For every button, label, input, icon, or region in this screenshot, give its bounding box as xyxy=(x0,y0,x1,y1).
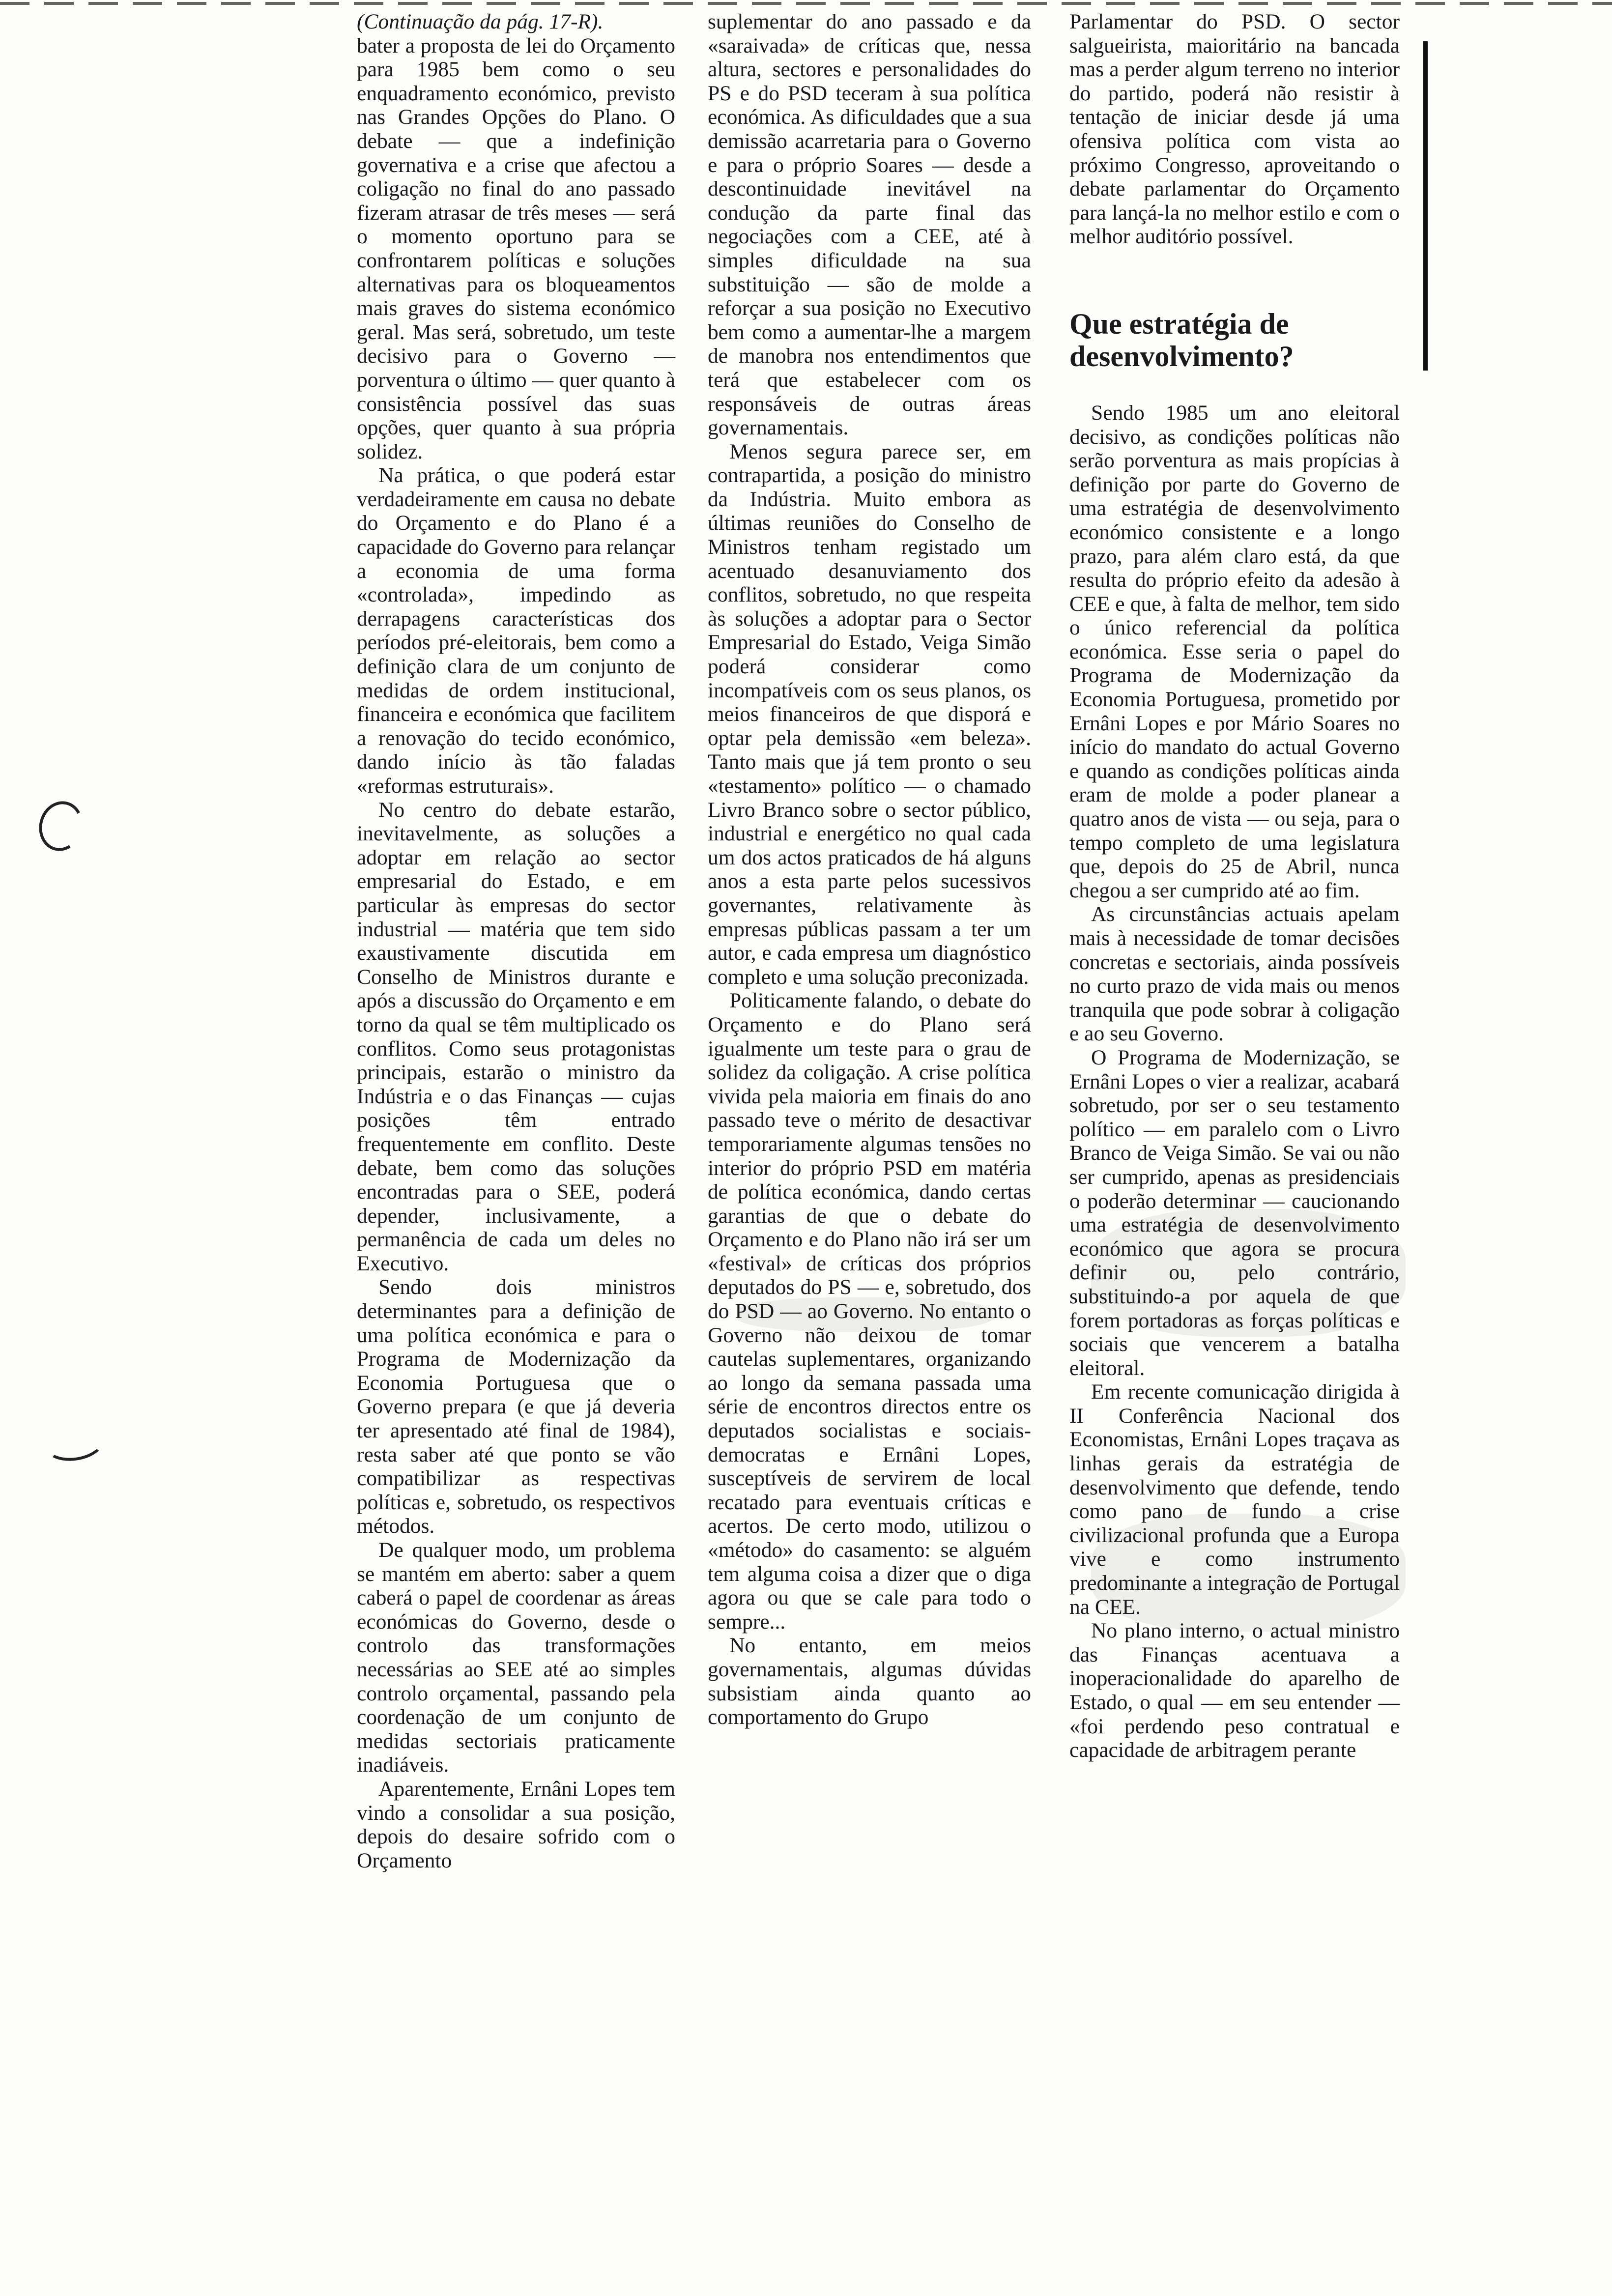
paragraph: Aparentemente, Ernâni Lopes tem vindo a consolidar a sua posição, depois do desaire sofrido com o Orçamento xyxy=(357,1777,675,1872)
paragraph: Sendo dois ministros determinantes para a definição de uma política económica e para o Programa de Modernização da Economia Portuguesa que o Governo prepara (e que já deveria ter apresentado até final de 1984), resta saber até que ponto se vão compatibilizar as respectivas políticas e, sobretudo, os respectivos métodos. xyxy=(357,1275,675,1538)
paragraph: suplementar do ano passado e da «saraivada» de críticas que, nessa altura, sectores e personalidades do PS e do PSD teceram à sua política económica. As dificuldades que a sua demissão acarretaria para o Governo e para o próprio Soares — desde a descontinuidade inevitável na condução da parte final das negociações com a CEE, até à simples dificuldade na sua substituição — são de molde a reforçar a sua posição no Executivo bem como a aumentar-lhe a margem de manobra nos entendimentos que terá que estabelecer com os responsáveis de outras áreas governamentais. xyxy=(708,10,1031,440)
paragraph: bater a proposta de lei do Orçamento para 1985 bem como o seu enquadramento económico, previsto nas Grandes Opções do Plano. O debate — que a indefinição governativa e a crise que afectou a coligação no final do ano passado fizeram atrasar de três meses — será o momento oportuno para se confrontarem políticas e soluções alternativas para os bloqueamentos mais graves do sistema económico geral. Mas será, sobretudo, um teste decisivo para o Governo — porventura o último — quer quanto à consistência possível das suas opções, quer quanto à sua própria solidez. xyxy=(357,33,675,463)
margin-mark xyxy=(33,796,88,856)
paragraph: Menos segura parece ser, em contrapartida, a posição do ministro da Indústria. Muito embora as últimas reuniões do Conselho de Ministros tenham registado um acentuado desanuviamento dos conflitos, sobretudo, no que respeita às soluções a adoptar para o Sector Empresarial do Estado, Veiga Simão poderá considerar como incompatíveis com os seus planos, os meios financeiros de que disporá e optar pela demissão «em beleza». Tanto mais que já tem pronto o seu «testamento» político — o chamado Livro Branco sobre o sector público, industrial e energético no qual cada um dos actos praticados de há alguns anos a esta parte pelos sucessivos governantes, relativamente às empresas públicas passam a ter um autor, e cada empresa um diagnóstico completo e uma solução preconizada. xyxy=(708,439,1031,989)
article-column-2 xyxy=(708,10,1031,1729)
paragraph: No plano interno, o actual ministro das Finanças acentuava a inoperacionalidade do aparelho de Estado, o qual — em seu entender — «foi perdendo peso contratual e capacidade de arbitragem perante xyxy=(1069,1619,1400,1762)
paragraph: As circunstâncias actuais apelam mais à necessidade de tomar decisões concretas e sectoriais, ainda possíveis no curto prazo de vida mais ou menos tranquila que pode sobrar à coligação e ao seu Governo. xyxy=(1069,902,1400,1046)
margin-mark xyxy=(42,1421,107,1464)
continuation-note: (Continuação da pág. 17-R). xyxy=(357,10,604,33)
paragraph: Na prática, o que poderá estar verdadeiramente em causa no debate do Orçamento e do Plano é a capacidade do Governo para relançar a economia de uma forma «controlada», impedindo as derrapagens características dos períodos pré-eleitorais, bem como a definição clara de um conjunto de medidas de ordem institucional, financeira e económica que facilitem a renovação do tecido económico, dando início às tão faladas «reformas estruturais». xyxy=(357,463,675,798)
paragraph: No entanto, em meios governamentais, algumas dúvidas subsistiam ainda quanto ao comportamento do Grupo xyxy=(708,1634,1031,1729)
paragraph: Em recente comunicação dirigida à II Conferência Nacional dos Economistas, Ernâni Lopes traçava as linhas gerais da estratégia de desenvolvimento que defende, tendo como pano de fundo a crise civilizacional profunda que a Europa vive e como instrumento predominante a integração de Portugal na CEE. xyxy=(1069,1380,1400,1619)
margin-rule xyxy=(1423,41,1428,371)
paragraph: Sendo 1985 um ano eleitoral decisivo, as condições políticas não serão porventura as mais propícias à definição por parte do Governo de uma estratégia de desenvolvimento económico consistente e a longo prazo, para além claro está, da que resulta do próprio efeito da adesão à CEE e que, à falta de melhor, tem sido o único referencial da política económica. Esse seria o papel do Programa de Modernização da Economia Portuguesa, prometido por Ernâni Lopes e por Mário Soares no início do mandato do actual Governo e quando as condições políticas ainda eram de molde a poder planear a quatro anos de vista — ou seja, para o tempo completo de uma legislatura que, depois do 25 de Abril, nunca chegou a ser cumprido até ao fim. xyxy=(1069,401,1400,902)
article-column-3 xyxy=(1069,10,1400,1762)
section-heading: Que estratégia de desenvolvimento? xyxy=(1069,307,1294,373)
paragraph: O Programa de Modernização, se Ernâni Lopes o vier a realizar, acabará sobretudo, por ser o seu testamento político — em paralelo com o Livro Branco de Veiga Simão. Se vai ou não ser cumprido, apenas as presidenciais o poderão determinar — caucionando uma estratégia de desenvolvimento económico que agora se procura definir ou, pelo contrário, substituindo-a por aquela de que forem portadoras as forças políticas e sociais que vencerem a batalha eleitoral. xyxy=(1069,1045,1400,1380)
paragraph: Politicamente falando, o debate do Orçamento e do Plano será igualmente um teste para o grau de solidez da coligação. A crise política vivida pela maioria em finais do ano passado teve o mérito de desactivar temporariamente algumas tensões no interior do próprio PSD em matéria de política económica, dando certas garantias de que o debate do Orçamento e do Plano não irá ser um «festival» de críticas dos próprios deputados do PS — e, sobretudo, dos do PSD — ao Governo. No entanto o Governo não deixou de tomar cautelas suplementares, organizando ao longo da semana passada uma série de encontros directos entre os deputados socialistas e sociais-democratas e Ernâni Lopes, susceptíveis de servirem de local recatado para eventuais críticas e acertos. De certo modo, utilizou o «método» do casamento: se alguém tem alguma coisa a dizer que o diga agora ou que se cale para todo o sempre... xyxy=(708,989,1031,1634)
paragraph: Parlamentar do PSD. O sector salgueirista, maioritário na bancada mas a perder algum terreno no interior do partido, poderá não resistir à tentação de iniciar desde já uma ofensiva política com vista ao próximo Congresso, aproveitando o debate parlamentar do Orçamento para lançá-la no melhor estilo e com o melhor auditório possível. xyxy=(1069,10,1400,249)
paragraph: De qualquer modo, um problema se mantém em aberto: saber a quem caberá o papel de coordenar as áreas económicas do Governo, desde o controlo das transformações necessárias ao SEE até ao simples controlo orçamental, passando pela coordenação de um conjunto de medidas sectoriais praticamente inadiáveis. xyxy=(357,1538,675,1777)
top-rule xyxy=(0,2,1612,5)
paragraph: No centro do debate estarão, inevitavelmente, as soluções a adoptar em relação ao sector empresarial do Estado, e em particular às empresas do sector industrial — matéria que tem sido exaustivamente discutida em Conselho de Ministros durante e após a discussão do Orçamento e em torno da qual se têm multiplicado os conflitos. Como seus protagonistas principais, estarão o ministro da Indústria e o das Finanças — cujas posições têm entrado frequentemente em conflito. Deste debate, bem como das soluções encontradas para o SEE, poderá depender, inclusivamente, a permanência de cada um deles no Executivo. xyxy=(357,798,675,1275)
article-column-1 xyxy=(357,10,675,1872)
